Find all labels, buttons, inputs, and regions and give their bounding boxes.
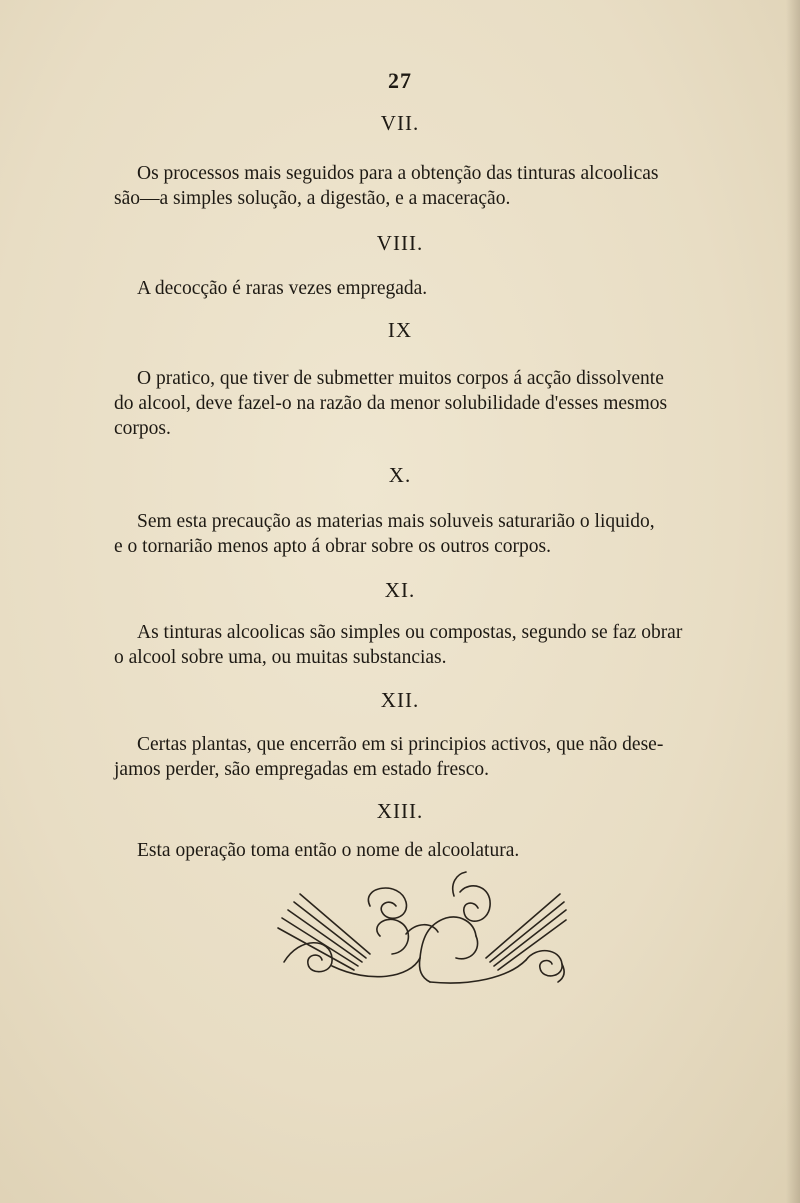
paragraph-line: O pratico, que tiver de submetter muitos corpos á acção dissolvente	[137, 368, 664, 389]
section-heading-xii: XII.	[380, 688, 420, 712]
section-paragraph-viii	[114, 276, 744, 301]
paragraph-line: o alcool sobre uma, ou muitas substancias.	[114, 647, 447, 668]
paragraph-line: Sem esta precaução as materias mais soluveis saturarião o liquido,	[137, 511, 655, 532]
paragraph-line: As tinturas alcoolicas são simples ou compostas, segundo se faz obrar	[137, 622, 683, 643]
paragraph-line: e o tornarião menos apto á obrar sobre os outros corpos.	[114, 536, 552, 557]
paragraph-line: do alcool, deve fazel-o na razão da menor solubilidade d'esses mesmos	[114, 393, 668, 414]
page-number: 27	[388, 68, 412, 93]
section-paragraph-vii	[114, 161, 744, 211]
section-paragraph-xii	[114, 732, 744, 782]
paragraph-line: Esta operação toma então o nome de alcoolatura.	[137, 840, 520, 861]
section-heading-xi: XI.	[384, 578, 416, 602]
paragraph-line: A decocção é raras vezes empregada.	[137, 278, 428, 299]
section-heading-viii: VIII.	[376, 231, 424, 255]
paragraph-line: são—a simples solução, a digestão, e a maceração.	[114, 188, 511, 209]
paragraph-line: jamos perder, são empregadas em estado fresco.	[114, 759, 489, 780]
section-heading-vii: VII.	[380, 111, 420, 135]
section-paragraph-x	[114, 509, 744, 559]
tailpiece-ornament-icon	[260, 866, 580, 986]
section-heading-x: X.	[388, 463, 412, 487]
section-heading-xiii: XIII.	[376, 799, 424, 823]
section-paragraph-xi	[114, 620, 744, 670]
paragraph-line: corpos.	[114, 418, 171, 439]
section-paragraph-xiii	[114, 838, 744, 863]
section-paragraph-ix	[114, 366, 744, 441]
paragraph-line: Os processos mais seguidos para a obtenção das tinturas alcoolicas	[137, 163, 659, 184]
section-heading-ix: IX	[387, 318, 413, 342]
paragraph-line: Certas plantas, que encerrão em si principios activos, que não dese-	[137, 734, 664, 755]
